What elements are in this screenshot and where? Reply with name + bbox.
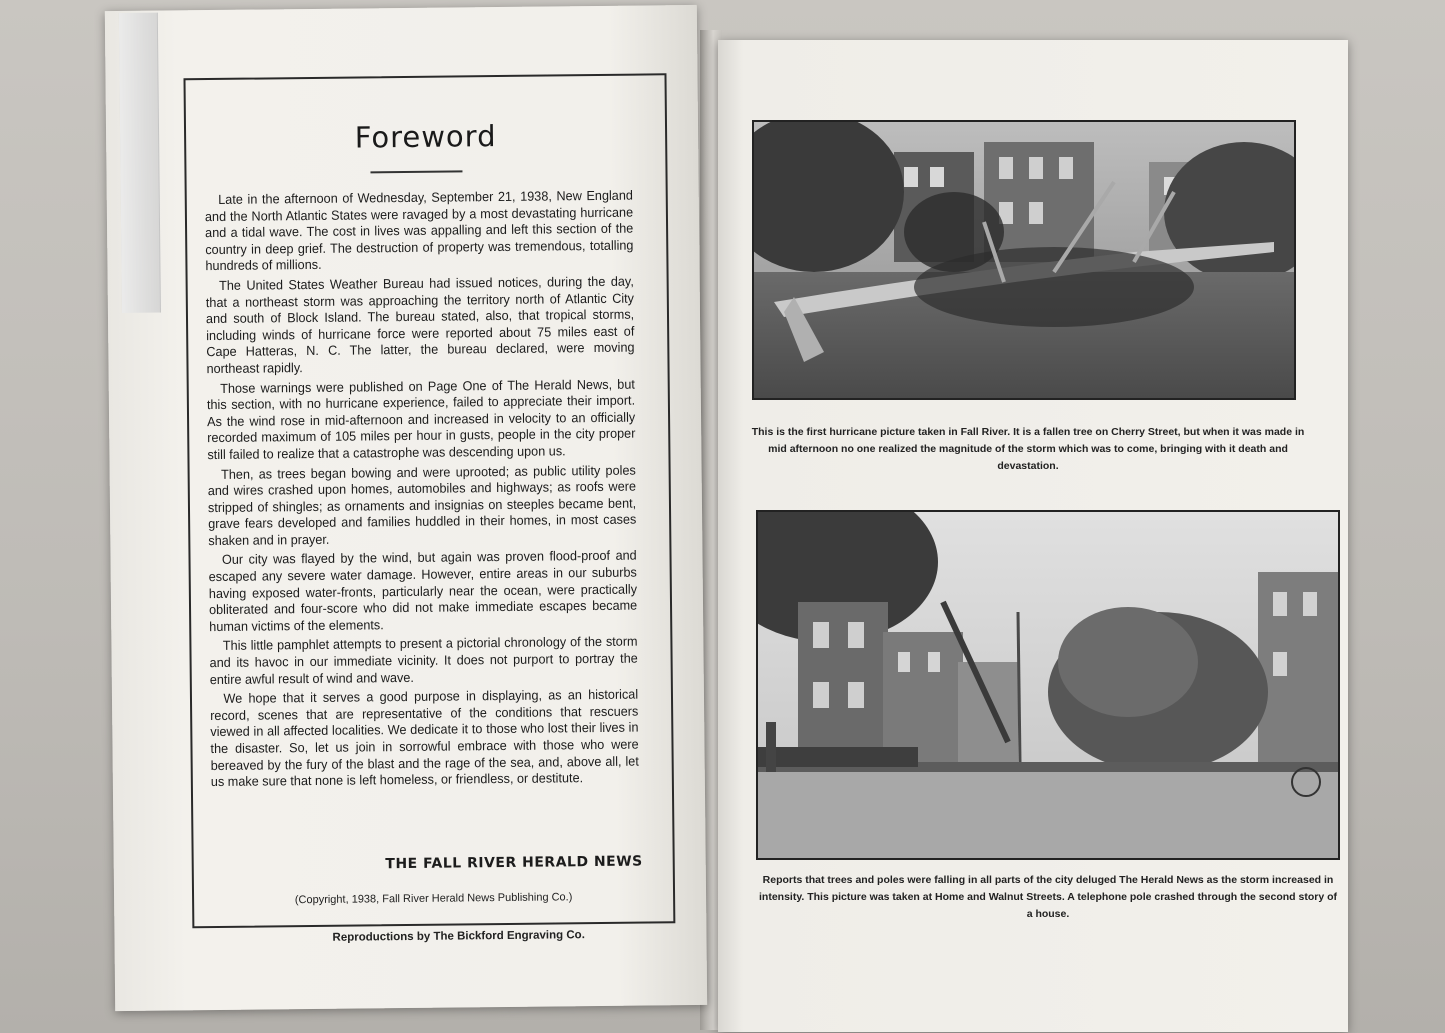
photo2-caption: Reports that trees and poles were falling in all parts of the city deluged The Herald News as the storm increased in intensity. This picture was taken at Home and Walnut Streets. A telephone pole crashed through the second story of a house. bbox=[759, 874, 1337, 920]
right-page bbox=[718, 40, 1348, 1032]
paragraph: Those warnings were published on Page One of The Herald News, but this section, with no hurricane experience, failed to appreciate their import. As the wind rose in mid-afternoon and increased in velocity to an officially recorded maximum of 105 miles per hour in gusts, people in the city proper still failed to realize that a catastrophe was descending upon us. bbox=[206, 376, 636, 462]
fallen-tree-image bbox=[754, 122, 1294, 398]
foreword-frame bbox=[183, 73, 675, 928]
paragraph: This little pamphlet attempts to present a pictorial chronology of the storm and its havoc in our immediate vicinity. It does not purport to portray the entire awful result of wind and wave. bbox=[209, 634, 638, 687]
photo1-caption: This is the first hurricane picture taken in Fall River. It is a fallen tree on Cherry Street, but when it was made in mid afternoon no one realized the magnitude of the storm which was to come, bringing with it death and devastation. bbox=[751, 426, 1305, 472]
paragraph: Our city was flayed by the wind, but again was proven flood-proof and escaped any severe water damage. However, entire areas in our suburbs having exposed water-fronts, particularly near the ocean, were practically obliterated and four-score who did not make immediate escapes became human victims of the elements. bbox=[208, 548, 638, 634]
copyright-notice: (Copyright, 1938, Fall River Herald News Publishing Co.) bbox=[294, 891, 573, 907]
page-title: Foreword bbox=[354, 119, 497, 155]
paragraph: Then, as trees began bowing and were uprooted; as public utility poles and wires crashed upon homes, automobiles and highways; as roofs were stripped of shingles; as ornaments and insignias on steeples became bent, grave fears developed and families huddled in their homes, in most cases shaken and in prayer. bbox=[207, 462, 637, 548]
foreword-body bbox=[205, 188, 639, 794]
signature: THE FALL RIVER HERALD NEWS bbox=[385, 853, 643, 873]
left-page bbox=[105, 5, 707, 1011]
title-divider bbox=[370, 170, 462, 173]
street-damage-image bbox=[758, 512, 1338, 858]
paragraph: Late in the afternoon of Wednesday, September 21, 1938, New England and the North Atlantic States were ravaged by a most devastating hurricane and a tidal wave. The cost in lives was appalling and left this section of the country in deep grief. The destruction of property was tremendous, totalling hundreds of millions. bbox=[204, 187, 634, 274]
paragraph: The United States Weather Bureau had issued notices, during the day, that a northeast storm was approaching the territory north of Atlantic City and south of Block Island. The bureau stated, also, that tropical storms, including winds of hurricane force were reported about 75 miles east of Cape Hatteras, N. C. The latter, the bureau declared, were moving northeast rapidly. bbox=[205, 273, 635, 377]
photo-fallen-tree bbox=[752, 120, 1296, 400]
photo-street-damage bbox=[756, 510, 1340, 860]
engraving-credit: Reproductions by The Bickford Engraving Co. bbox=[332, 929, 585, 944]
tape-strip bbox=[119, 13, 161, 313]
paragraph: We hope that it serves a good purpose in displaying, as an historical record, scenes that are representative of the conditions that rescuers viewed in all affected localities. We dedicate it to those who lost their lives in the disaster. So, let us join in sorrowful embrace with those who were bereaved by the fury of the blast and the rage of the sea, and, above all, let us make sure that none is left homeless, or friendless, or destitute. bbox=[210, 686, 639, 790]
